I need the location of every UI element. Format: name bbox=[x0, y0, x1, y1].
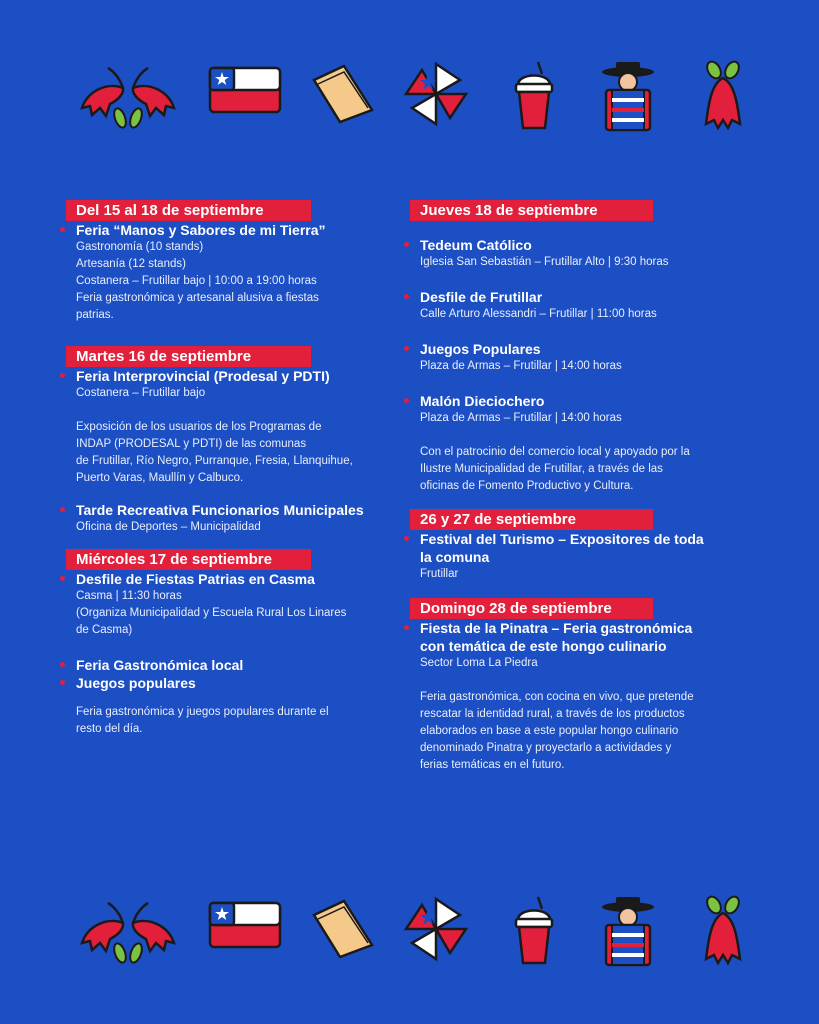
copihue-flowers-icon bbox=[78, 60, 178, 135]
description-line: Feria gastronómica, con cocina en vivo, que pretende bbox=[420, 691, 694, 703]
event-line: de Casma) bbox=[76, 624, 133, 636]
drink-cup-icon bbox=[512, 60, 556, 132]
pinwheel-icon bbox=[402, 895, 470, 965]
event-item bbox=[410, 340, 755, 375]
event-title: Desfile de Frutillar bbox=[420, 289, 543, 305]
event-description bbox=[410, 444, 755, 495]
event-line: Iglesia San Sebastián – Frutillar Alto | 9:30 horas bbox=[420, 256, 669, 268]
event-title: Malón Dieciochero bbox=[420, 393, 545, 409]
description-line: oficinas de Fomento Productivo y Cultura. bbox=[420, 480, 634, 492]
copihue-flower-icon bbox=[700, 60, 746, 132]
date-banner: Martes 16 de septiembre bbox=[66, 346, 311, 367]
chilean-flag-icon bbox=[208, 895, 282, 951]
bullet-icon bbox=[60, 227, 65, 232]
bullet-icon bbox=[60, 680, 65, 685]
event-description bbox=[66, 704, 396, 738]
event-location: Frutillar bbox=[420, 568, 459, 580]
description-line: Con el patrocinio del comercio local y apoyado por la bbox=[420, 446, 690, 458]
description-line: resto del día. bbox=[76, 723, 143, 735]
event-title: Feria Gastronómica local bbox=[76, 657, 244, 673]
event-title: Feria “Manos y Sabores de mi Tierra” bbox=[76, 222, 326, 238]
event-line: Calle Arturo Alessandri – Frutillar | 11:00 horas bbox=[420, 308, 657, 320]
bullet-icon bbox=[404, 625, 409, 630]
event-location: Costanera – Frutillar bajo bbox=[76, 387, 206, 399]
event-title: Festival del Turismo – Expositores de toda bbox=[420, 531, 704, 547]
pinwheel-icon bbox=[402, 60, 470, 130]
copihue-flowers-icon bbox=[78, 895, 178, 970]
copihue-flower-icon bbox=[700, 895, 746, 967]
description-line: INDAP (PRODESAL y PDTI) de las comunas bbox=[76, 438, 307, 450]
event-item bbox=[410, 288, 755, 323]
event-line: Costanera – Frutillar bajo | 10:00 a 19:00 horas bbox=[76, 275, 317, 287]
event-title: Desfile de Fiestas Patrias en Casma bbox=[76, 571, 315, 587]
chilean-flag-icon bbox=[208, 60, 282, 116]
event-line: Artesanía (12 stands) bbox=[76, 258, 186, 270]
event-title: Fiesta de la Pinatra – Feria gastronómica bbox=[420, 620, 693, 636]
bullet-icon bbox=[60, 373, 65, 378]
left-column bbox=[66, 200, 396, 738]
huaso-icon bbox=[600, 895, 656, 969]
event-title: Feria Interprovincial (Prodesal y PDTI) bbox=[76, 368, 330, 384]
description-line: ferias temáticas en el futuro. bbox=[420, 759, 565, 771]
event-title: Tedeum Católico bbox=[420, 237, 532, 253]
event-line: Feria gastronómica y artesanal alusiva a fiestas bbox=[76, 292, 319, 304]
date-banner: Del 15 al 18 de septiembre bbox=[66, 200, 311, 221]
description-line: Puerto Varas, Maullín y Calbuco. bbox=[76, 472, 244, 484]
bullet-icon bbox=[404, 398, 409, 403]
bullet-icon bbox=[404, 536, 409, 541]
bullet-icon bbox=[60, 662, 65, 667]
description-line: Ilustre Municipalidad de Frutillar, a través de las bbox=[420, 463, 663, 475]
event-line: Plaza de Armas – Frutillar | 14:00 horas bbox=[420, 412, 622, 424]
event-title: con temática de este hongo culinario bbox=[420, 638, 667, 654]
event-line: (Organiza Municipalidad y Escuela Rural Los Linares bbox=[76, 607, 347, 619]
date-banner: Miércoles 17 de septiembre bbox=[66, 549, 311, 570]
bullet-icon bbox=[60, 576, 65, 581]
event-line: Gastronomía (10 stands) bbox=[76, 241, 204, 253]
description-line: rescatar la identidad rural, a través de los productos bbox=[420, 708, 685, 720]
event-item bbox=[410, 236, 755, 271]
event-title: Juegos populares bbox=[76, 675, 196, 691]
drink-cup-icon bbox=[512, 895, 556, 967]
huaso-icon bbox=[600, 60, 656, 134]
description-line: Exposición de los usuarios de los Programas de bbox=[76, 421, 322, 433]
date-banner: Domingo 28 de septiembre bbox=[410, 598, 653, 619]
description-line: elaborados en base a este popular hongo culinario bbox=[420, 725, 679, 737]
event-item bbox=[410, 619, 755, 672]
event-line: patrias. bbox=[76, 309, 114, 321]
date-banner: 26 y 27 de septiembre bbox=[410, 509, 653, 530]
empanada-icon bbox=[310, 895, 376, 961]
bullet-icon bbox=[60, 507, 65, 512]
event-title: la comuna bbox=[420, 549, 490, 565]
event-item bbox=[66, 367, 396, 402]
event-item bbox=[66, 221, 396, 324]
right-column bbox=[410, 200, 755, 774]
event-location: Sector Loma La Piedra bbox=[420, 657, 538, 669]
description-line: de Frutillar, Río Negro, Purranque, Fresia, Llanquihue, bbox=[76, 455, 353, 467]
empanada-icon bbox=[310, 60, 376, 126]
event-item bbox=[66, 501, 396, 536]
event-item bbox=[66, 674, 396, 692]
event-description bbox=[66, 419, 396, 487]
event-item bbox=[410, 392, 755, 427]
event-location: Oficina de Deportes – Municipalidad bbox=[76, 521, 261, 533]
date-banner: Jueves 18 de septiembre bbox=[410, 200, 653, 221]
bullet-icon bbox=[404, 346, 409, 351]
event-item bbox=[410, 530, 755, 583]
event-line: Casma | 11:30 horas bbox=[76, 590, 182, 602]
description-line: denominado Pinatra y proyectarlo a actividades y bbox=[420, 742, 672, 754]
event-title: Tarde Recreativa Funcionarios Municipales bbox=[76, 502, 364, 518]
bullet-icon bbox=[404, 242, 409, 247]
event-description bbox=[410, 689, 755, 774]
bottom-decoration-row bbox=[0, 895, 819, 975]
bullet-icon bbox=[404, 294, 409, 299]
event-item bbox=[66, 570, 396, 639]
event-title: Juegos Populares bbox=[420, 341, 541, 357]
description-line: Feria gastronómica y juegos populares durante el bbox=[76, 706, 329, 718]
top-decoration-row bbox=[0, 60, 819, 140]
event-item bbox=[66, 656, 396, 674]
event-line: Plaza de Armas – Frutillar | 14:00 horas bbox=[420, 360, 622, 372]
